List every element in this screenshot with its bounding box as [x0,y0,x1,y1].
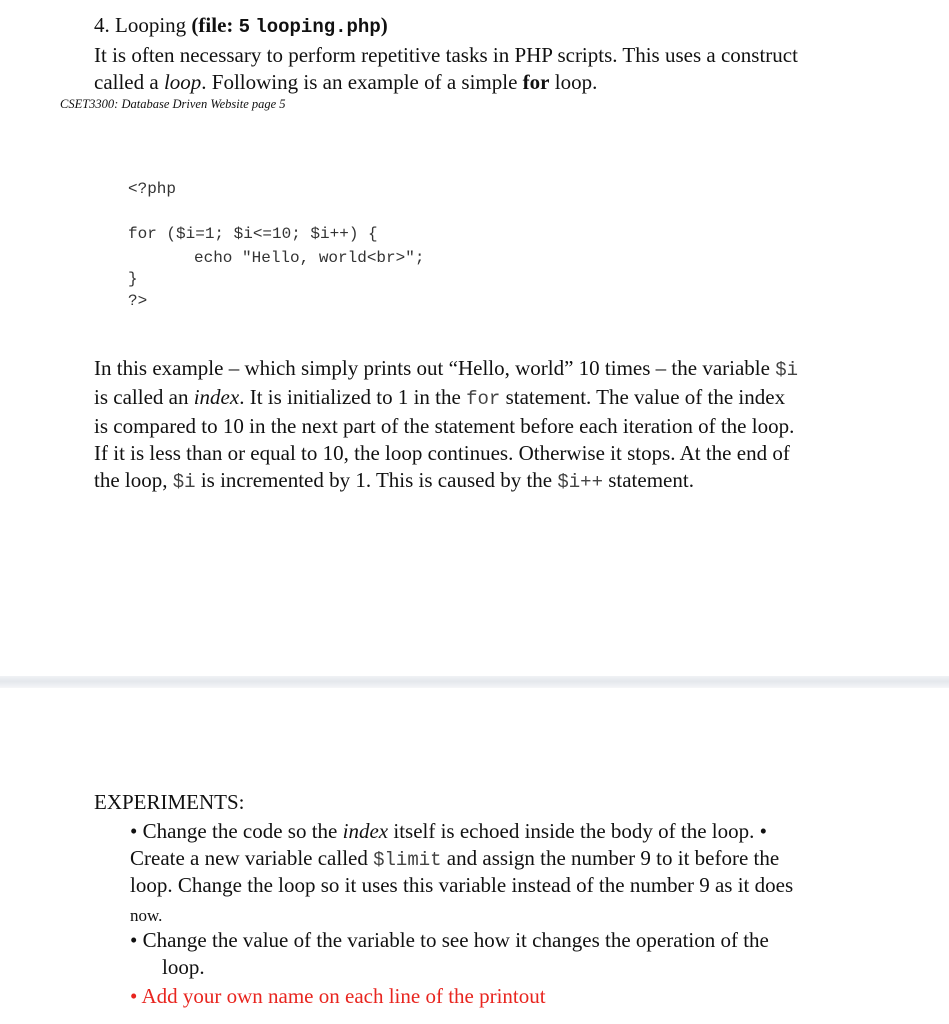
code-close-tag: ?> [128,292,148,310]
text: Create a new variable called [130,846,374,870]
code-for-line: for ($i=1; $i<=10; $i++) { [128,225,378,243]
intro-line-2 [94,69,874,96]
intro-text: loop. [549,70,598,94]
code-open-tag: <?php [128,180,177,198]
text: . It is initialized to 1 in the [239,385,467,409]
experiment-item: loop. Change the loop so it uses this variable instead of the number 9 as it does [130,873,794,897]
inline-code: $limit [373,849,442,871]
explanation-line [94,355,874,384]
explanation-line: If it is less than or equal to 10, the loop continues. Otherwise it stops. At the end of [94,441,790,465]
text: statement. The value of the index [500,385,786,409]
inline-code: for [466,388,501,410]
text: is incremented by 1. This is caused by the [195,468,558,492]
code-close-brace: } [128,270,138,288]
experiment-item-highlight: • Add your own name on each line of the printout [130,984,546,1008]
text: the loop, [94,468,173,492]
experiment-item [130,845,779,874]
text: itself is echoed inside the body of the loop. • [388,819,767,843]
code-echo-line: echo "Hello, world<br>"; [194,249,425,267]
file-number: 5 [238,16,251,38]
intro-text: . Following is an example of a simple [201,70,523,94]
experiment-item: • Change the value of the variable to see how it changes the operation of the [130,928,769,952]
explanation-line [94,467,874,496]
page-divider [0,676,949,688]
intro-line-1: It is often necessary to perform repetitive tasks in PHP scripts. This uses a construct [94,43,798,67]
file-label: (file: [191,13,239,37]
intro-loop-term: loop [163,70,202,94]
intro-text: called a [94,70,164,94]
section-heading [94,12,874,41]
text: and assign the number 9 to it before the [441,846,780,870]
text: is called an [94,385,194,409]
experiment-item: loop. [162,955,205,979]
inline-code: $i [172,471,196,493]
index-term: index [193,385,240,409]
file-name: looping.php [255,16,381,38]
text: In this example – which simply prints out “Hello, world” 10 times – the variable [94,356,776,380]
explanation-line [94,384,874,413]
explanation-line: is compared to 10 in the next part of the statement before each iteration of the loop. [94,414,795,438]
page-footer-note: CSET3300: Database Driven Website page 5 [60,97,286,111]
file-close: ) [380,13,388,37]
experiment-item: now. [130,906,163,925]
text: statement. [602,468,694,492]
inline-code: $i++ [557,471,603,493]
intro-for-term: for [522,70,550,94]
explanation-paragraph [94,355,874,496]
text: • Change the code so the [130,819,343,843]
experiments-title: EXPERIMENTS: [94,790,245,814]
experiment-item [130,818,767,845]
section-number: 4. Looping [94,13,187,37]
index-term: index [342,819,389,843]
inline-code: $i [775,359,799,381]
